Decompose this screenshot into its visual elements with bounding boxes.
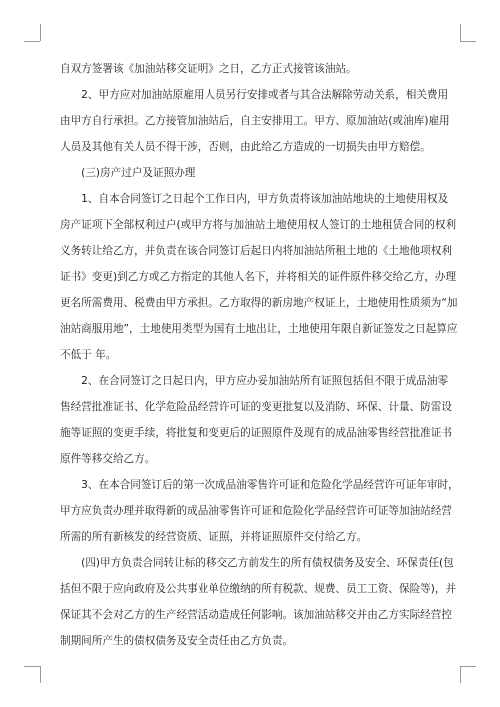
text-line: 原件等移交给乙方。: [60, 453, 156, 465]
text-line: 甲方应负责办理并取得新的成品油零售许可证和危险化学品经营许可证等加油站经营: [60, 505, 452, 517]
text-line: 2、甲方应对加油站原雇用人员另行安排或者与其合法解除劳动关系，相关费用: [60, 89, 449, 101]
text-line: (四)甲方负责合同转让标的移交乙方前发生的所有债权债务及安全、环保责任(包: [60, 557, 454, 569]
text-line: 义务转让给乙方，并负责在该合同签订后起日内将加油站所租土地的《土地他项权利: [60, 245, 452, 257]
text-line: 油站商服用地”，土地使用类型为国有土地出让，土地使用年限自新证签发之日起算应: [60, 323, 458, 335]
text-line: 售经营批准证书、化学危险品经营许可证的变更批复以及消防、环保、计量、防雷设: [60, 401, 452, 413]
text-line: 施等证照的变更手续，将批复和变更后的证照原件及现有的成品油零售经营批准证书: [60, 427, 452, 439]
text-line: 3、在本合同签订后的第一次成品油零售许可证和危险化学品经营许可证年审时，: [60, 479, 459, 491]
text-line: 括但不限于应向政府及公共事业单位缴纳的所有税款、规费、员工工资、保险等)，并: [60, 583, 457, 595]
text-line: 1、自本合同签订之日起个工作日内，甲方负责将该加油站地块的土地使用权及: [60, 193, 449, 205]
text-line: 房产证项下全部权利过户(或甲方将与加油站土地使用权人签订的土地租赁合同的权利: [60, 219, 457, 231]
text-line: 所需的所有新核发的经营资质、证照，并将证照原件交付给乙方。: [60, 531, 368, 543]
section-heading: (三)房产过户及证照办理: [60, 167, 196, 179]
text-line: 更名所需费用、税费由甲方承担。乙方取得的新房地产权证上，土地使用性质须为“加: [60, 297, 458, 309]
text-line: 人员及其他有关人员不得干涉，否则，由此给乙方造成的一切损失由甲方赔偿。: [60, 141, 431, 153]
text-line: 证书》变更)到乙方或乙方指定的其他人名下，并将相关的证件原件移交给乙方，办理: [60, 271, 457, 283]
text-line: 由甲方自行承担。乙方接管加油站后，自主安排用工。甲方、原加油站(或油库)雇用: [60, 115, 450, 127]
text-line: 制期间所产生的债权债务及安全责任由乙方负责。: [60, 635, 294, 647]
text-line: 不低于 年。: [60, 349, 117, 361]
text-line: 2、在合同签订之日起日内，甲方应办妥加油站所有证照包括但不限于成品油零: [60, 375, 449, 387]
text-line: 自双方签署该《加油站移交证明》之日，乙方正式接管该油站。: [60, 63, 357, 75]
text-line: 保证其不会对乙方的生产经营活动造成任何影响。该加油站移交并由乙方实际经营控: [60, 609, 452, 621]
